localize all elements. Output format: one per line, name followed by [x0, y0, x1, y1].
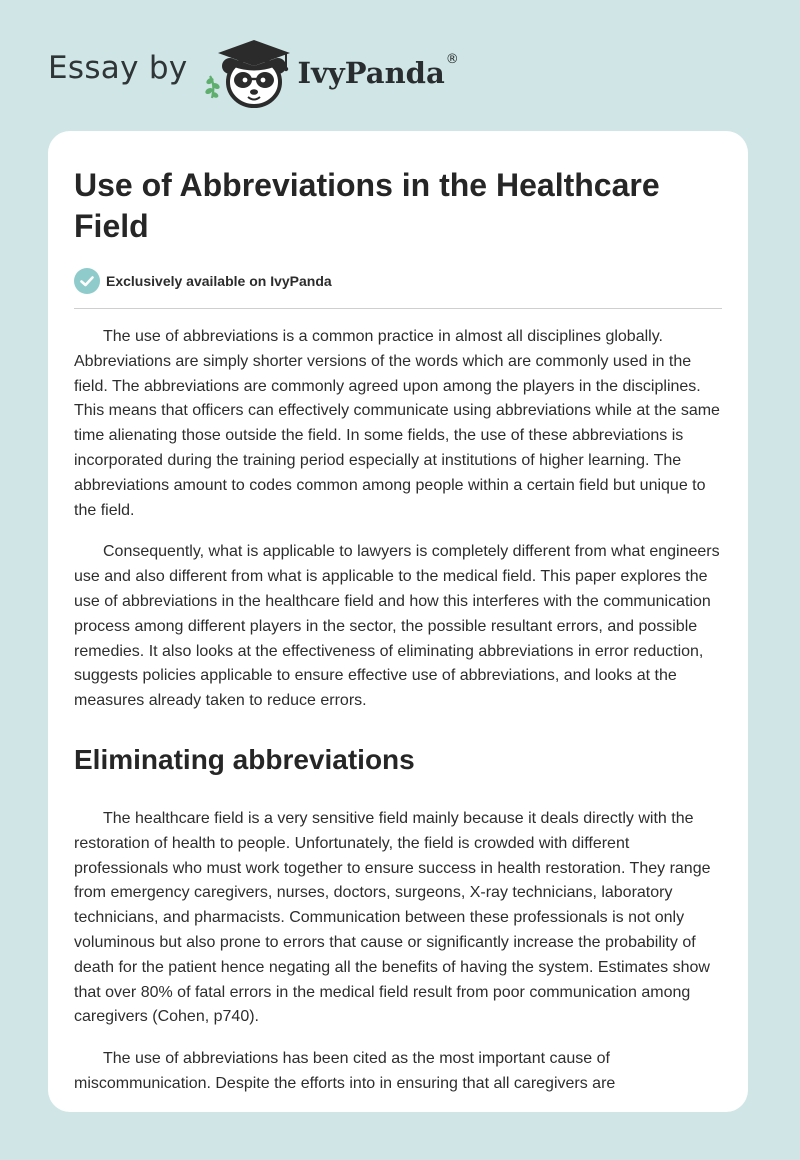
intro-paragraph-1: The use of abbreviations is a common practice in almost all disciplines globally. Abbreviations are simply shorter versions of the words which are commonly used in the field. The abbreviations are commonly agreed upon among the players in the disciplines. This means that officers can effectively communicate using abbreviations while at the same time alienating those outside the field. In some fields, the use of these abbreviations is incorporated during the training period especially at institutions of higher learning. The abbreviations amount to codes common among people within a certain field but unique to the field.: [74, 328, 720, 519]
header-divider: [74, 308, 722, 309]
section-paragraph-1: The healthcare field is a very sensitive field mainly because it deals directly with the restoration of health to people. Unfortunately, the field is crowded with different professionals who must work together to ensure success in health restoration. They range from emergency caregivers, nurses, doctors, surgeons, X-ray technicians, laboratory technicians, and pharmacists. Communication between these professionals is not only voluminous but also prone to errors that cause or significantly increase the probability of death for the patient hence negating all the benefits of having the system. Estimates show that over 80% of fatal errors in the medical field result from poor communication among caregivers (Cohen, p740).: [74, 809, 711, 1026]
brand-prefix: Essay by: [48, 50, 188, 86]
registered-mark: ®: [445, 52, 459, 67]
page-title: Use of Abbreviations in the Healthcare Field: [74, 167, 660, 244]
exclusive-badge-label: Exclusively available on IvyPanda: [106, 273, 332, 289]
section-heading: Eliminating abbreviations: [74, 743, 415, 775]
panda-logo-icon[interactable]: [204, 34, 296, 110]
exclusive-badge: [74, 268, 722, 294]
intro-paragraph-2: Consequently, what is applicable to lawyers is completely different from what engineers use and also different from what is applicable to the medical field. This paper explores the use of abbreviations in the healthcare field and how this interferes with the communication process among different players in the sector, the possible resultant errors, and possible remedies. It also looks at the effectiveness of eliminating abbreviations in error reduction, suggests policies applicable to ensure effective use of abbreviations, and looks at the measures already taken to reduce errors.: [74, 543, 720, 710]
section-paragraph-2: The use of abbreviations has been cited as the most important cause of miscommunication. Despite the efforts into in ensuring that all caregivers are: [74, 1050, 616, 1092]
check-circle-icon: [74, 268, 100, 294]
brand-header: [48, 34, 459, 110]
brand-name: IvyPanda®: [297, 52, 459, 90]
essay-card: [48, 131, 748, 1112]
